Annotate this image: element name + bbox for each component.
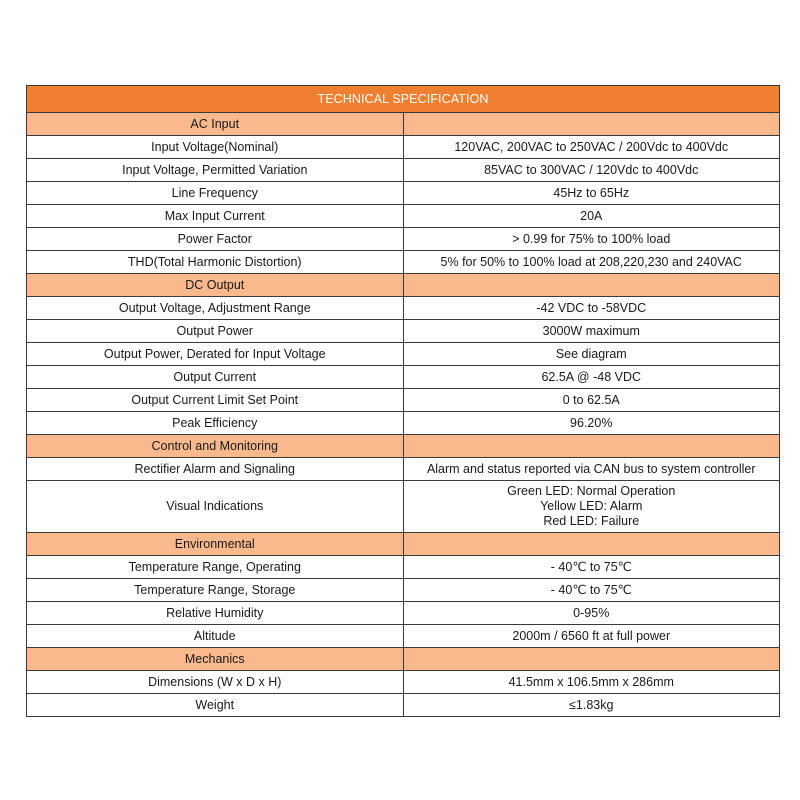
section-empty-cell bbox=[403, 648, 780, 671]
section-title: Environmental bbox=[27, 533, 404, 556]
spec-label: Input Voltage(Nominal) bbox=[27, 136, 404, 159]
table-row bbox=[27, 481, 780, 533]
table-title: TECHNICAL SPECIFICATION bbox=[27, 86, 780, 113]
table-row bbox=[27, 579, 780, 602]
spec-label: Visual Indications bbox=[27, 481, 404, 533]
spec-value-line: Yellow LED: Alarm bbox=[540, 499, 643, 513]
spec-label: Output Power bbox=[27, 320, 404, 343]
spec-value: 3000W maximum bbox=[403, 320, 780, 343]
section-empty-cell bbox=[403, 113, 780, 136]
spec-label: Output Power, Derated for Input Voltage bbox=[27, 343, 404, 366]
table-row bbox=[27, 556, 780, 579]
spec-value: 2000m / 6560 ft at full power bbox=[403, 625, 780, 648]
spec-value: 20A bbox=[403, 205, 780, 228]
section-title: AC Input bbox=[27, 113, 404, 136]
section-header-row bbox=[27, 274, 780, 297]
table-row bbox=[27, 366, 780, 389]
table-row bbox=[27, 182, 780, 205]
spec-label: Weight bbox=[27, 694, 404, 717]
table-row bbox=[27, 602, 780, 625]
spec-value: -42 VDC to -58VDC bbox=[403, 297, 780, 320]
spec-label: Output Current Limit Set Point bbox=[27, 389, 404, 412]
spec-label: Power Factor bbox=[27, 228, 404, 251]
spec-value: 96.20% bbox=[403, 412, 780, 435]
title-row bbox=[27, 86, 780, 113]
spec-label: Temperature Range, Storage bbox=[27, 579, 404, 602]
spec-label: Input Voltage, Permitted Variation bbox=[27, 159, 404, 182]
spec-label: Line Frequency bbox=[27, 182, 404, 205]
spec-value-line: Green LED: Normal Operation bbox=[507, 484, 676, 498]
spec-label: Relative Humidity bbox=[27, 602, 404, 625]
spec-value: See diagram bbox=[403, 343, 780, 366]
table-row bbox=[27, 671, 780, 694]
spec-value-line: Red LED: Failure bbox=[543, 514, 640, 528]
table-row bbox=[27, 343, 780, 366]
table-row bbox=[27, 205, 780, 228]
section-header-row bbox=[27, 113, 780, 136]
spec-value: 62.5A @ -48 VDC bbox=[403, 366, 780, 389]
spec-value: 41.5mm x 106.5mm x 286mm bbox=[403, 671, 780, 694]
section-title: DC Output bbox=[27, 274, 404, 297]
section-title: Mechanics bbox=[27, 648, 404, 671]
spec-value bbox=[403, 481, 780, 533]
table-row bbox=[27, 228, 780, 251]
table-row bbox=[27, 412, 780, 435]
spec-label: Altitude bbox=[27, 625, 404, 648]
section-title: Control and Monitoring bbox=[27, 435, 404, 458]
spec-value: 120VAC, 200VAC to 250VAC / 200Vdc to 400Vdc bbox=[403, 136, 780, 159]
table-row bbox=[27, 136, 780, 159]
spec-body bbox=[27, 86, 780, 717]
spec-value: - 40℃ to 75℃ bbox=[403, 579, 780, 602]
spec-table bbox=[26, 85, 780, 717]
spec-value: - 40℃ to 75℃ bbox=[403, 556, 780, 579]
spec-value: ≤1.83kg bbox=[403, 694, 780, 717]
section-empty-cell bbox=[403, 533, 780, 556]
spec-label: Max Input Current bbox=[27, 205, 404, 228]
table-row bbox=[27, 251, 780, 274]
spec-label: Output Current bbox=[27, 366, 404, 389]
spec-value: 5% for 50% to 100% load at 208,220,230 and 240VAC bbox=[403, 251, 780, 274]
section-empty-cell bbox=[403, 274, 780, 297]
spec-label: THD(Total Harmonic Distortion) bbox=[27, 251, 404, 274]
table-row bbox=[27, 389, 780, 412]
spec-label: Output Voltage, Adjustment Range bbox=[27, 297, 404, 320]
table-row bbox=[27, 625, 780, 648]
spec-value: 45Hz to 65Hz bbox=[403, 182, 780, 205]
spec-label: Dimensions (W x D x H) bbox=[27, 671, 404, 694]
section-header-row bbox=[27, 435, 780, 458]
spec-label: Rectifier Alarm and Signaling bbox=[27, 458, 404, 481]
spec-value: 0 to 62.5A bbox=[403, 389, 780, 412]
section-header-row bbox=[27, 648, 780, 671]
spec-value: 0-95% bbox=[403, 602, 780, 625]
spec-value: > 0.99 for 75% to 100% load bbox=[403, 228, 780, 251]
table-row bbox=[27, 320, 780, 343]
spec-value: Alarm and status reported via CAN bus to system controller bbox=[403, 458, 780, 481]
spec-label: Temperature Range, Operating bbox=[27, 556, 404, 579]
section-empty-cell bbox=[403, 435, 780, 458]
table-row bbox=[27, 159, 780, 182]
section-header-row bbox=[27, 533, 780, 556]
spec-label: Peak Efficiency bbox=[27, 412, 404, 435]
table-row bbox=[27, 694, 780, 717]
table-row bbox=[27, 297, 780, 320]
spec-value: 85VAC to 300VAC / 120Vdc to 400Vdc bbox=[403, 159, 780, 182]
table-row bbox=[27, 458, 780, 481]
